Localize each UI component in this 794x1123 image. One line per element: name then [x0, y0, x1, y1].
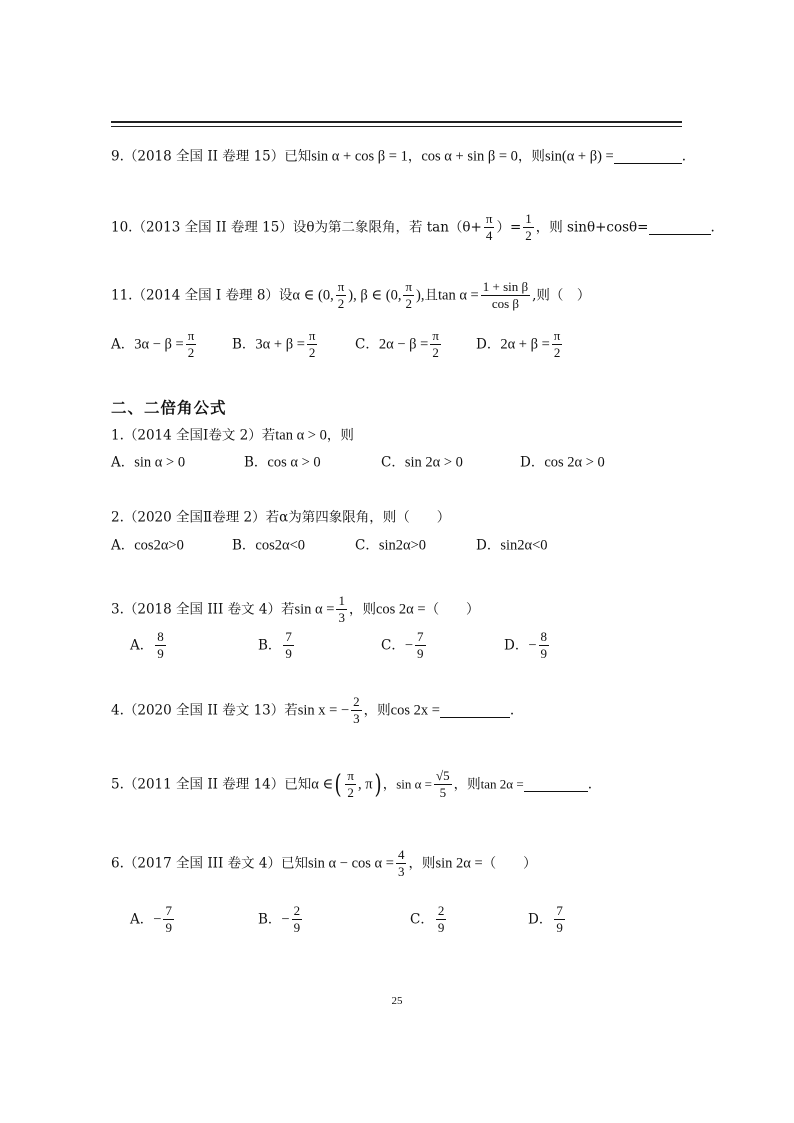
- p4-mid: ，则: [363, 702, 391, 719]
- p2-option-a[interactable]: [111, 536, 184, 555]
- q9-expr1: sin α + cos β = 1: [311, 148, 408, 165]
- q11-qie: 且: [424, 287, 438, 304]
- p2-option-b-expr: cos2α<0: [255, 537, 306, 554]
- p3-option-a-frac: [155, 630, 166, 661]
- p6-option-c-label: C．: [410, 911, 434, 928]
- p4-end: .: [509, 702, 515, 719]
- q11-option-c-frac: [430, 329, 441, 360]
- q9-expr2: cos α + sin β = 0: [421, 148, 518, 165]
- p1-option-c[interactable]: [381, 453, 463, 472]
- q10-answer-blank[interactable]: [649, 220, 711, 235]
- p3-option-c-frac: [415, 630, 426, 661]
- q11-option-b-frac: [307, 329, 318, 360]
- q11-b-range: ), β ∈ (0,: [348, 287, 402, 304]
- q11-option-a-expr: 3α − β =: [134, 336, 184, 353]
- q11-option-b-expr: 3α + β =: [255, 336, 305, 353]
- p6-option-d-num: 7: [556, 903, 563, 918]
- p6-option-a[interactable]: [130, 904, 176, 935]
- q11-frac-a: [336, 280, 347, 311]
- q10-period: .: [710, 219, 715, 236]
- q11-option-a-frac: [186, 329, 197, 360]
- q11-tail: ),: [416, 287, 425, 304]
- problem-2: [111, 508, 450, 527]
- question-10: [111, 212, 715, 243]
- q11-tan-lhs: tan α =: [438, 287, 479, 304]
- p1-option-c-label: C．: [381, 454, 405, 471]
- question-11: [111, 280, 590, 311]
- q11-option-d-den: 2: [553, 345, 561, 360]
- p6-option-b[interactable]: [258, 904, 304, 935]
- q11-frac-b: [403, 280, 414, 311]
- p5-mid: ，则: [453, 776, 481, 793]
- p5-sep: ，: [382, 776, 397, 793]
- problem-1: [111, 426, 354, 445]
- p3-option-b-frac: [283, 630, 294, 661]
- p4-den: 3: [353, 711, 360, 726]
- q11-option-b-den: 2: [308, 345, 316, 360]
- p2-option-d[interactable]: [476, 536, 548, 555]
- p5-num2: √5: [436, 768, 450, 783]
- q10-frac1-num: π: [485, 211, 493, 226]
- p2-option-c-expr: sin2α>0: [378, 537, 427, 554]
- q11-option-d-num: π: [553, 328, 561, 343]
- p5-right-paren: ): [374, 769, 382, 800]
- q9-source: 9.（2018 全国 II 卷理 15）已知: [111, 148, 312, 165]
- p3-option-b-num: 7: [285, 629, 292, 644]
- p5-frac-root5: [434, 769, 452, 800]
- p5-num: π: [347, 768, 354, 783]
- p3-mid: ，则: [348, 601, 376, 618]
- p6-num: 4: [397, 847, 405, 862]
- p1-option-b-label: B．: [244, 454, 268, 471]
- q11-option-a-den: 2: [187, 345, 195, 360]
- p3-option-c-den: 9: [417, 646, 424, 661]
- p5-den: 2: [347, 785, 354, 800]
- p2-option-d-label: D．: [476, 537, 501, 554]
- q10-frac1-den: 4: [485, 228, 493, 243]
- p5-interval-tail: , π: [357, 776, 373, 793]
- q10-frac2-den: 2: [525, 228, 532, 243]
- q11-option-c-label: C．: [355, 336, 379, 353]
- p5-end: .: [587, 776, 592, 793]
- p4-source: 4.（2020 全国 II 卷文 13）若: [111, 702, 298, 719]
- p3-expr2: cos 2α =: [375, 601, 426, 618]
- p1-end: ，则: [326, 427, 354, 444]
- p1-option-c-expr: sin 2α > 0: [404, 454, 463, 471]
- p3-option-c-sign: −: [404, 637, 414, 654]
- p5-expr2: sin α =: [396, 776, 433, 792]
- p4-frac: [351, 695, 362, 726]
- p2-option-b-label: B．: [232, 537, 256, 554]
- p3-option-d-den: 9: [540, 646, 548, 661]
- q11-source: 11.（2014 全国 I 卷理 8）设: [111, 287, 293, 304]
- p5-source: 5.（2011 全国 II 卷理 14）已知: [111, 776, 312, 793]
- p6-end: （ ）: [482, 855, 537, 872]
- p6-option-b-frac: [292, 904, 303, 935]
- p6-den: 3: [397, 864, 405, 879]
- q11-frac-b-den: 2: [405, 296, 412, 311]
- p6-option-d-frac: [554, 904, 565, 935]
- q11-option-d-frac: [552, 329, 563, 360]
- p3-option-a[interactable]: [130, 630, 168, 661]
- q10-frac-half: [523, 212, 534, 243]
- p3-num: 1: [338, 593, 345, 608]
- p5-expr3: tan 2α =: [480, 776, 524, 792]
- p6-frac: [396, 848, 407, 879]
- p1-option-b-expr: cos α > 0: [267, 454, 321, 471]
- q10-mid: ）=: [496, 219, 522, 236]
- p3-option-d-label: D．: [504, 637, 529, 654]
- p1-option-a-expr: sin α > 0: [134, 454, 186, 471]
- p6-source: 6.（2017 全国 III 卷文 4）已知: [111, 855, 308, 872]
- q11-option-a[interactable]: [111, 329, 198, 360]
- p3-frac: [336, 594, 347, 625]
- p6-expr2: sin 2α =: [435, 855, 483, 872]
- p3-option-b-label: B．: [258, 637, 282, 654]
- p5-expr: α ∈: [311, 776, 334, 793]
- p6-option-c[interactable]: [410, 904, 448, 935]
- p4-answer-blank[interactable]: [440, 703, 510, 718]
- q11-frac-rhs: [481, 280, 530, 311]
- p6-option-d-den: 9: [556, 920, 563, 935]
- q9-sep: ，: [407, 148, 422, 165]
- p4-num: 2: [353, 694, 360, 709]
- p6-option-b-num: 2: [293, 903, 301, 918]
- q11-option-c-expr: 2α − β =: [378, 336, 429, 353]
- p3-option-d-frac: [539, 630, 550, 661]
- p5-den2: 5: [439, 785, 447, 800]
- p6-option-a-num: 7: [165, 903, 172, 918]
- q11-option-c-num: π: [432, 328, 439, 343]
- section-title: 二、二倍角公式: [111, 399, 227, 417]
- p6-option-b-den: 9: [293, 920, 301, 935]
- question-9: [111, 147, 686, 166]
- p3-option-b[interactable]: [258, 630, 296, 661]
- p1-option-a[interactable]: [111, 453, 185, 472]
- p1-option-d[interactable]: [520, 453, 605, 472]
- problem-5: [111, 769, 592, 800]
- p1-source: 1.（2014 全国Ⅰ卷文 2）若: [111, 427, 276, 444]
- p1-option-d-expr: cos 2α > 0: [544, 454, 605, 471]
- p2-option-c[interactable]: [355, 536, 426, 555]
- q11-rhs-den: cos β: [491, 296, 520, 311]
- p6-option-b-sign: −: [281, 911, 290, 928]
- p5-answer-blank[interactable]: [524, 777, 588, 792]
- p1-expr: tan α > 0: [275, 427, 327, 444]
- q10-end: ，则 sinθ+cosθ=: [535, 219, 649, 236]
- p3-option-b-den: 9: [285, 646, 292, 661]
- q10-source: 10.（2013 全国 II 卷理 15）设θ为第二象限角，若 tan（θ+: [111, 219, 482, 236]
- p6-option-a-sign: −: [153, 911, 162, 928]
- p5-left-paren: (: [334, 769, 342, 800]
- page-number: 25: [391, 995, 403, 1007]
- p2-option-a-expr: cos2α>0: [134, 537, 184, 554]
- p1-option-a-label: A．: [111, 454, 135, 471]
- p6-mid: ，则: [408, 855, 436, 872]
- p2-option-d-expr: sin2α<0: [500, 537, 548, 554]
- q9-end: .: [681, 148, 687, 165]
- q9-mid: ，则: [517, 148, 545, 165]
- q11-option-d-label: D．: [476, 336, 501, 353]
- p5-frac-pi-over-2: [345, 769, 356, 800]
- q11-rhs-num: 1 + sin β: [482, 279, 529, 294]
- p3-option-a-num: 8: [157, 629, 164, 644]
- p6-option-a-frac: [163, 904, 174, 935]
- q10-frac-pi-over-4: [484, 212, 495, 243]
- q11-option-b-label: B．: [232, 336, 256, 353]
- p3-option-d[interactable]: [504, 630, 551, 661]
- p2-option-c-label: C．: [355, 537, 379, 554]
- p6-option-a-label: A．: [130, 911, 154, 928]
- q11-frac-b-num: π: [405, 279, 413, 294]
- p3-end: （ ）: [425, 601, 480, 618]
- q11-a-range: α ∈ (0,: [292, 287, 334, 304]
- p6-option-b-label: B．: [258, 911, 282, 928]
- q11-option-c[interactable]: [355, 329, 443, 360]
- p3-option-c-label: C．: [381, 637, 405, 654]
- q11-option-d-expr: 2α + β =: [500, 336, 550, 353]
- p3-option-d-sign: −: [528, 637, 537, 654]
- p3-option-d-num: 8: [540, 629, 548, 644]
- p6-option-d-label: D．: [528, 911, 553, 928]
- q11-option-c-den: 2: [432, 345, 439, 360]
- q9-answer-blank[interactable]: [614, 149, 682, 164]
- p2-text: 2.（2020 全国Ⅱ卷理 2）若α为第四象限角，则（ ）: [111, 509, 451, 526]
- p1-option-b[interactable]: [244, 453, 321, 472]
- p3-option-a-den: 9: [157, 646, 164, 661]
- p2-option-a-label: A．: [111, 537, 135, 554]
- q11-end: ,则（ ）: [532, 287, 591, 304]
- p3-option-c-num: 7: [417, 629, 424, 644]
- p3-option-a-label: A．: [130, 637, 154, 654]
- p4-expr2: cos 2x =: [390, 702, 440, 719]
- p6-expr: sin α − cos α =: [308, 855, 394, 872]
- q11-option-a-num: π: [187, 328, 195, 343]
- p3-expr: sin α =: [294, 601, 335, 618]
- p6-option-c-frac: [436, 904, 447, 935]
- p2-option-b[interactable]: [232, 536, 305, 555]
- problem-4: [111, 695, 514, 726]
- p3-den: 3: [338, 610, 345, 625]
- q11-option-d[interactable]: [476, 329, 564, 360]
- problem-3: [111, 594, 480, 625]
- p1-option-d-label: D．: [520, 454, 545, 471]
- p6-option-d[interactable]: [528, 904, 567, 935]
- p6-option-c-den: 9: [437, 920, 445, 935]
- p6-option-c-num: 2: [437, 903, 445, 918]
- problem-6: [111, 848, 537, 879]
- q11-frac-a-num: π: [337, 279, 345, 294]
- q11-option-b-num: π: [308, 328, 316, 343]
- header-rule-thin: [111, 126, 682, 127]
- q10-frac2-num: 1: [525, 211, 532, 226]
- header-rule-thick: [111, 121, 682, 123]
- q11-option-b[interactable]: [232, 329, 319, 360]
- p4-expr: sin x = −: [297, 702, 350, 719]
- p3-source: 3.（2018 全国 III 卷文 4）若: [111, 601, 295, 618]
- p6-option-a-den: 9: [165, 920, 172, 935]
- q11-frac-a-den: 2: [337, 296, 345, 311]
- p3-option-c[interactable]: [381, 630, 428, 661]
- q11-option-a-label: A．: [111, 336, 135, 353]
- q9-expr3: sin(α + β) =: [544, 148, 614, 165]
